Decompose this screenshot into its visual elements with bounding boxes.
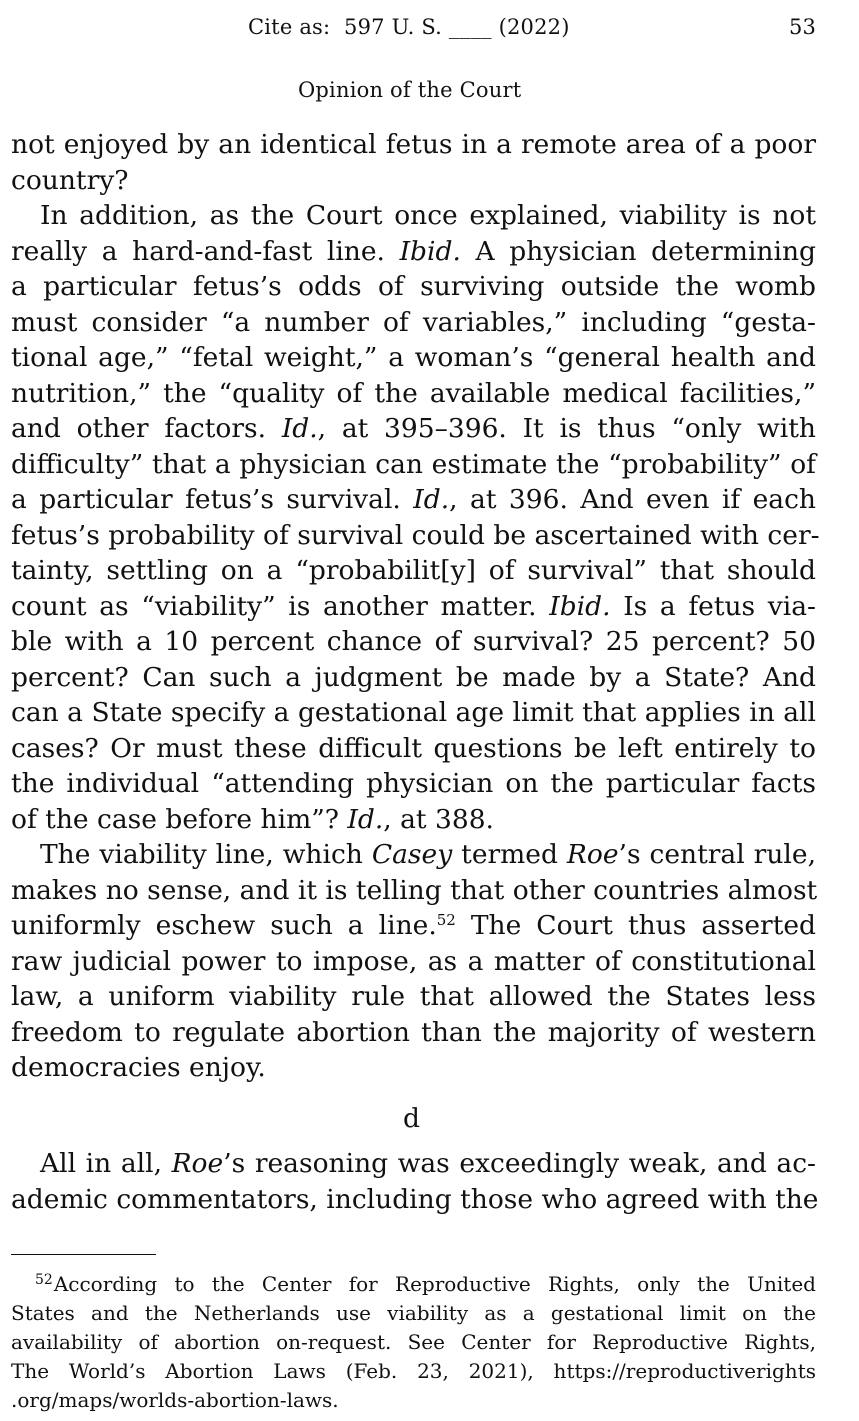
citation-id: Id.	[281, 413, 318, 444]
paragraph-viability-line	[11, 837, 816, 1086]
text-line: All in all, Roe’s reasoning was exceedingly weak, and ac-	[40, 1148, 816, 1179]
text-line: a particular fetus’s odds of surviving outside the womb	[11, 271, 816, 302]
paragraph-roe-reasoning	[11, 1146, 819, 1217]
text-line: tainty, settling on a “probabilit[y] of survival” that should	[11, 555, 816, 586]
case-name-roe: Roe	[566, 839, 619, 870]
text-line: ademic commentators, including those who agreed with the	[11, 1183, 819, 1215]
text-line: not enjoyed by an identical fetus in a remote area of a poor	[11, 129, 816, 160]
text-line: raw judicial power to impose, as a matter of constitutional	[11, 945, 816, 977]
text-line: percent? Can such a judgment be made by a State? And	[11, 661, 816, 693]
paragraph-viability-variables	[11, 198, 820, 837]
opinion-subheader: Opinion of the Court	[298, 78, 522, 102]
text-line: nutrition,” the “quality of the available medical facilities,”	[11, 377, 816, 409]
text-line: ble with a 10 percent chance of survival? 25 percent? 50	[11, 626, 816, 657]
text-line: can a State specify a gestational age limit that applies in all	[11, 697, 816, 728]
section-marker: d	[403, 1103, 420, 1134]
text-line: makes no sense, and it is telling that other countries almost	[11, 874, 818, 906]
case-name-casey: Casey	[371, 839, 453, 870]
text-line: difficulty” that a physician can estimate the “probability” of	[11, 448, 816, 480]
text-line: In addition, as the Court once explained, viability is not	[40, 200, 816, 231]
text-line: of the case before him”? Id., at 388.	[11, 803, 494, 835]
paragraph-continuation	[11, 127, 816, 198]
footnote-number: 52	[35, 1272, 53, 1288]
text-line: country?	[11, 164, 129, 196]
text-line: the individual “attending physician on the particular facts	[11, 768, 816, 799]
footnote-line: .org/maps/worlds-abortion-laws.	[11, 1388, 339, 1412]
footnote-line: $^{52}$According to the Center for Reproductive Rights, only the United	[35, 1272, 816, 1296]
text-line: The viability line, which Casey termed Roe’s central rule,	[40, 839, 816, 870]
citation-id: Id.	[347, 803, 384, 835]
citation-ibid: Ibid.	[399, 235, 461, 267]
citation-ibid: Ibid.	[549, 590, 611, 622]
footnote-52	[11, 1270, 816, 1415]
footnote-reference[interactable]: 52	[436, 911, 456, 929]
text-line: fetus’s probability of survival could be ascertained with cer-	[11, 519, 820, 551]
text-line: and other factors. Id., at 395–396. It is thus “only with	[11, 413, 816, 444]
citation-header: Cite as: 597 U. S. ____ (2022)	[248, 15, 570, 39]
text-line: freedom to regulate abortion than the majority of western	[11, 1016, 816, 1048]
case-name-roe: Roe	[171, 1148, 224, 1179]
text-line: uniformly eschew such a line.$^{52}$ The Court thus asserted	[11, 910, 816, 941]
text-line: cases? Or must these difficult questions be left entirely to	[11, 732, 816, 764]
text-line: really a hard-and-fast line. Ibid. A physician determining	[11, 235, 816, 267]
footnote-line: The World’s Abortion Laws (Feb. 23, 2021), https://reproductiverights	[11, 1359, 816, 1383]
footnote-line: availability of abortion on-request. See Center for Reproductive Rights,	[11, 1330, 816, 1354]
text-line: law, a uniform viability rule that allowed the States less	[11, 981, 816, 1012]
text-line: a particular fetus’s survival. Id., at 396. And even if each	[11, 484, 816, 515]
footnote-divider	[11, 1254, 156, 1255]
text-line: tional age,” “fetal weight,” a woman’s “general health and	[11, 342, 816, 373]
citation-id: Id.	[413, 484, 450, 515]
footnote-line: States and the Netherlands use viability as a gestational limit on the	[11, 1301, 816, 1325]
text-line: democracies enjoy.	[11, 1052, 266, 1083]
text-line: must consider “a number of variables,” including “gesta-	[11, 306, 816, 338]
page-number: 53	[789, 15, 817, 39]
text-line: count as “viability” is another matter. Ibid. Is a fetus via-	[11, 590, 816, 622]
